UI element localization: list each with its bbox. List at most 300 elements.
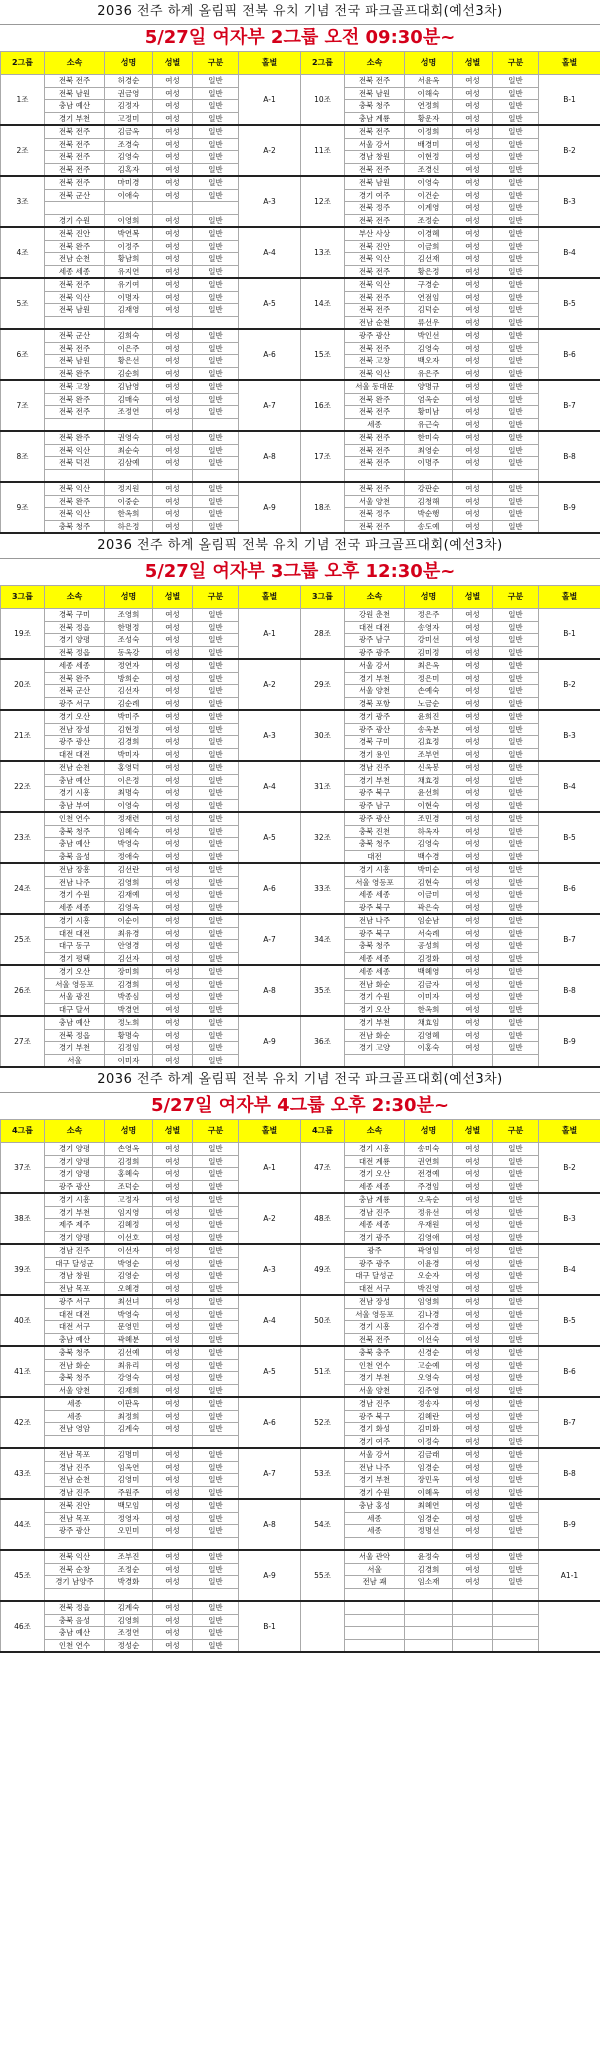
affiliation-cell: 대전 bbox=[345, 850, 405, 863]
group-label: 24조 bbox=[1, 863, 45, 914]
affiliation-cell: 전북 군산 bbox=[45, 685, 105, 698]
name-cell: 김경희 bbox=[105, 736, 153, 749]
affiliation-cell: 경기 용인 bbox=[345, 748, 405, 761]
sex-cell: 여성 bbox=[453, 1155, 493, 1168]
name-cell: 김경희 bbox=[105, 978, 153, 991]
affiliation-cell: 충남 홍성 bbox=[345, 1499, 405, 1512]
name-cell: 유지연 bbox=[105, 265, 153, 278]
name-cell: 김청해 bbox=[405, 495, 453, 508]
name-cell: 김선란 bbox=[105, 863, 153, 876]
affiliation-cell: 서울 bbox=[345, 1563, 405, 1576]
division-cell: 일반 bbox=[493, 1423, 539, 1436]
name-cell: 이중순 bbox=[105, 495, 153, 508]
affiliation-cell: 전북 전주 bbox=[45, 151, 105, 164]
division-cell: 일반 bbox=[493, 1525, 539, 1538]
sex-cell: 여성 bbox=[453, 901, 493, 914]
division-cell: 일반 bbox=[193, 621, 239, 634]
sex-cell: 여성 bbox=[453, 952, 493, 965]
division-cell: 일반 bbox=[193, 1321, 239, 1334]
affiliation-cell: 서울 bbox=[45, 1054, 105, 1067]
division-cell: 일반 bbox=[493, 100, 539, 113]
name-cell bbox=[105, 469, 153, 482]
division-cell: 일반 bbox=[193, 176, 239, 189]
division-cell bbox=[493, 1588, 539, 1601]
group-label: 45조 bbox=[1, 1550, 45, 1601]
affiliation-cell bbox=[345, 1537, 405, 1550]
sex-cell: 여성 bbox=[153, 125, 193, 138]
affiliation-cell: 전북 완주 bbox=[45, 393, 105, 406]
name-cell: 김영희 bbox=[105, 876, 153, 889]
sex-cell: 여성 bbox=[153, 659, 193, 672]
division-cell: 일반 bbox=[493, 710, 539, 723]
division-cell: 일반 bbox=[193, 1003, 239, 1016]
affiliation-cell: 세종 bbox=[45, 1410, 105, 1423]
hole-label: B-8 bbox=[539, 965, 600, 1016]
division-cell: 일반 bbox=[193, 189, 239, 202]
player-row bbox=[1, 1016, 600, 1029]
affiliation-cell: 경기 여주 bbox=[345, 189, 405, 202]
sex-cell: 여성 bbox=[453, 876, 493, 889]
name-cell: 김계숙 bbox=[105, 1601, 153, 1614]
sex-cell: 여성 bbox=[153, 914, 193, 927]
name-cell: 홍혜숙 bbox=[105, 1168, 153, 1181]
affiliation-cell: 경남 창원 bbox=[45, 1270, 105, 1283]
group-label: 22조 bbox=[1, 761, 45, 812]
sex-cell: 여성 bbox=[153, 1206, 193, 1219]
affiliation-cell: 경기 부천 bbox=[45, 1206, 105, 1219]
division-cell: 일반 bbox=[193, 1042, 239, 1055]
division-cell: 일반 bbox=[193, 710, 239, 723]
sex-cell: 여성 bbox=[453, 100, 493, 113]
affiliation-cell: 전북 완주 bbox=[45, 431, 105, 444]
group-label: 23조 bbox=[1, 812, 45, 863]
sex-cell: 여성 bbox=[453, 1016, 493, 1029]
affiliation-cell: 전남 목포 bbox=[45, 1448, 105, 1461]
affiliation-cell: 대구 달성군 bbox=[45, 1257, 105, 1270]
name-cell: 정영자 bbox=[105, 1512, 153, 1525]
division-cell: 일반 bbox=[493, 965, 539, 978]
header-cell: 홀별 bbox=[539, 52, 600, 75]
name-cell: 손영옥 bbox=[105, 1143, 153, 1156]
hole-label: A-8 bbox=[239, 431, 301, 482]
sex-cell: 여성 bbox=[153, 1042, 193, 1055]
header-row bbox=[1, 586, 600, 609]
affiliation-cell: 서울 광진 bbox=[45, 991, 105, 1004]
division-cell: 일반 bbox=[193, 367, 239, 380]
name-cell: 박경연 bbox=[105, 1003, 153, 1016]
affiliation-cell bbox=[45, 1588, 105, 1601]
affiliation-cell: 광주 광산 bbox=[345, 329, 405, 342]
name-cell bbox=[105, 1588, 153, 1601]
sex-cell: 여성 bbox=[453, 940, 493, 953]
header-cell: 3그룹 bbox=[301, 586, 345, 609]
name-cell: 조정연 bbox=[105, 406, 153, 419]
name-cell: 박미순 bbox=[405, 863, 453, 876]
affiliation-cell: 경북 구미 bbox=[45, 609, 105, 622]
sex-cell: 여성 bbox=[153, 952, 193, 965]
affiliation-cell: 대전 대전 bbox=[45, 927, 105, 940]
name-cell: 노금순 bbox=[405, 697, 453, 710]
sex-cell: 여성 bbox=[153, 748, 193, 761]
sex-cell: 여성 bbox=[453, 75, 493, 88]
name-cell: 최은옥 bbox=[405, 659, 453, 672]
division-cell: 일반 bbox=[193, 1219, 239, 1232]
affiliation-cell: 경기 수원 bbox=[45, 889, 105, 902]
group-label: 49조 bbox=[301, 1244, 345, 1295]
sex-cell: 여성 bbox=[153, 176, 193, 189]
affiliation-cell: 경기 오산 bbox=[45, 710, 105, 723]
division-cell: 일반 bbox=[193, 914, 239, 927]
sex-cell: 여성 bbox=[453, 304, 493, 317]
division-cell: 일반 bbox=[193, 1384, 239, 1397]
name-cell: 김계숙 bbox=[105, 1423, 153, 1436]
name-cell: 최유경 bbox=[105, 927, 153, 940]
hole-label: B-1 bbox=[539, 75, 600, 126]
name-cell: 유근숙 bbox=[405, 418, 453, 431]
affiliation-cell: 세종 bbox=[45, 1397, 105, 1410]
player-row bbox=[1, 1295, 600, 1308]
sex-cell: 여성 bbox=[453, 634, 493, 647]
division-cell: 일반 bbox=[193, 163, 239, 176]
hole-label: B-2 bbox=[539, 125, 600, 176]
sex-cell: 여성 bbox=[153, 355, 193, 368]
sex-cell: 여성 bbox=[153, 482, 193, 495]
sex-cell bbox=[153, 1537, 193, 1550]
hole-label: B-2 bbox=[539, 1143, 600, 1194]
sex-cell: 여성 bbox=[153, 1474, 193, 1487]
name-cell: 임영희 bbox=[405, 1295, 453, 1308]
name-cell: 하옥자 bbox=[405, 825, 453, 838]
affiliation-cell: 경기 시흥 bbox=[45, 914, 105, 927]
name-cell: 이영희 bbox=[105, 214, 153, 227]
affiliation-cell: 세종 세종 bbox=[345, 889, 405, 902]
sex-cell: 여성 bbox=[453, 761, 493, 774]
affiliation-cell: 전북 완주 bbox=[45, 240, 105, 253]
affiliation-cell: 세종 bbox=[345, 418, 405, 431]
sex-cell: 여성 bbox=[453, 227, 493, 240]
sex-cell: 여성 bbox=[153, 406, 193, 419]
division-cell: 일반 bbox=[193, 380, 239, 393]
sex-cell: 여성 bbox=[453, 329, 493, 342]
sex-cell: 여성 bbox=[153, 1512, 193, 1525]
division-cell: 일반 bbox=[493, 355, 539, 368]
division-cell: 일반 bbox=[493, 329, 539, 342]
sex-cell: 여성 bbox=[453, 1576, 493, 1589]
player-row bbox=[1, 380, 600, 393]
header-cell: 성별 bbox=[153, 586, 193, 609]
affiliation-cell: 전북 익산 bbox=[345, 278, 405, 291]
name-cell: 정애숙 bbox=[105, 850, 153, 863]
name-cell: 서윤옥 bbox=[405, 75, 453, 88]
sex-cell: 여성 bbox=[453, 1512, 493, 1525]
name-cell: 이현정 bbox=[405, 151, 453, 164]
name-cell: 황운자 bbox=[405, 112, 453, 125]
name-cell: 김재희 bbox=[105, 1384, 153, 1397]
division-cell: 일반 bbox=[193, 1193, 239, 1206]
affiliation-cell: 서울 영등포 bbox=[45, 978, 105, 991]
sex-cell: 여성 bbox=[153, 1193, 193, 1206]
affiliation-cell: 광주 북구 bbox=[345, 927, 405, 940]
affiliation-cell: 광주 서구 bbox=[45, 697, 105, 710]
division-cell: 일반 bbox=[493, 1155, 539, 1168]
sex-cell: 여성 bbox=[453, 991, 493, 1004]
name-cell: 이정주 bbox=[105, 240, 153, 253]
affiliation-cell: 광주 북구 bbox=[345, 1410, 405, 1423]
player-row bbox=[1, 710, 600, 723]
affiliation-cell: 서울 강서 bbox=[345, 138, 405, 151]
name-cell: 한미숙 bbox=[405, 431, 453, 444]
player-row bbox=[1, 1244, 600, 1257]
division-cell: 일반 bbox=[493, 431, 539, 444]
name-cell: 정연자 bbox=[105, 659, 153, 672]
affiliation-cell: 전북 남원 bbox=[45, 87, 105, 100]
affiliation-cell: 경기 광주 bbox=[345, 710, 405, 723]
division-cell: 일반 bbox=[193, 1270, 239, 1283]
name-cell: 김정자 bbox=[105, 100, 153, 113]
sex-cell: 여성 bbox=[453, 609, 493, 622]
sex-cell: 여성 bbox=[453, 1257, 493, 1270]
division-cell bbox=[493, 469, 539, 482]
affiliation-cell: 전남 화순 bbox=[45, 1359, 105, 1372]
group-label: 20조 bbox=[1, 659, 45, 710]
schedule-section bbox=[0, 534, 600, 1068]
division-cell: 일반 bbox=[193, 1461, 239, 1474]
name-cell: 조덕순 bbox=[105, 1180, 153, 1193]
name-cell bbox=[405, 1054, 453, 1067]
group-label: 34조 bbox=[301, 914, 345, 965]
sex-cell: 여성 bbox=[153, 799, 193, 812]
name-cell: 김나경 bbox=[405, 1308, 453, 1321]
sex-cell: 여성 bbox=[153, 151, 193, 164]
group-table bbox=[0, 1119, 600, 1653]
header-cell: 소속 bbox=[45, 586, 105, 609]
sex-cell: 여성 bbox=[153, 393, 193, 406]
name-cell: 이선자 bbox=[105, 1244, 153, 1257]
name-cell: 김미화 bbox=[405, 1423, 453, 1436]
name-cell: 송옥분 bbox=[405, 723, 453, 736]
division-cell: 일반 bbox=[493, 508, 539, 521]
name-cell: 이판옥 bbox=[105, 1397, 153, 1410]
sex-cell: 여성 bbox=[453, 787, 493, 800]
affiliation-cell: 충북 음성 bbox=[45, 1614, 105, 1627]
sex-cell: 여성 bbox=[453, 1029, 493, 1042]
header-cell: 홀별 bbox=[239, 52, 301, 75]
affiliation-cell: 충남 계룡 bbox=[345, 1193, 405, 1206]
name-cell: 손예숙 bbox=[405, 685, 453, 698]
name-cell bbox=[405, 1627, 453, 1640]
group-label: 27조 bbox=[1, 1016, 45, 1067]
sex-cell: 여성 bbox=[153, 100, 193, 113]
header-cell: 성명 bbox=[105, 586, 153, 609]
player-row bbox=[1, 75, 600, 88]
sex-cell: 여성 bbox=[153, 1168, 193, 1181]
affiliation-cell: 전남 장성 bbox=[345, 1295, 405, 1308]
affiliation-cell: 전남 순천 bbox=[45, 1474, 105, 1487]
name-cell: 김혜정 bbox=[105, 1219, 153, 1232]
group-label: 50조 bbox=[301, 1295, 345, 1346]
player-row bbox=[1, 329, 600, 342]
division-cell: 일반 bbox=[493, 1499, 539, 1512]
affiliation-cell: 전북 전주 bbox=[45, 278, 105, 291]
division-cell: 일반 bbox=[193, 457, 239, 470]
hole-label: A-5 bbox=[239, 1346, 301, 1397]
sex-cell: 여성 bbox=[453, 520, 493, 533]
group-label: 4조 bbox=[1, 227, 45, 278]
affiliation-cell bbox=[45, 316, 105, 329]
name-cell: 문영민 bbox=[105, 1321, 153, 1334]
group-label: 32조 bbox=[301, 812, 345, 863]
division-cell: 일반 bbox=[493, 278, 539, 291]
sex-cell: 여성 bbox=[153, 1346, 193, 1359]
group-label: 30조 bbox=[301, 710, 345, 761]
name-cell: 김금옥 bbox=[105, 125, 153, 138]
sex-cell: 여성 bbox=[153, 736, 193, 749]
hole-label: B-7 bbox=[539, 1397, 600, 1448]
name-cell: 오옥순 bbox=[405, 1193, 453, 1206]
name-cell: 연정희 bbox=[405, 100, 453, 113]
sex-cell: 여성 bbox=[453, 838, 493, 851]
division-cell bbox=[193, 469, 239, 482]
player-row bbox=[1, 482, 600, 495]
affiliation-cell: 전남 화순 bbox=[345, 978, 405, 991]
division-cell: 일반 bbox=[493, 176, 539, 189]
name-cell: 이선호 bbox=[105, 1231, 153, 1244]
sex-cell: 여성 bbox=[153, 1143, 193, 1156]
name-cell: 최정희 bbox=[105, 1410, 153, 1423]
hole-label: A-1 bbox=[239, 75, 301, 126]
affiliation-cell: 전남 순천 bbox=[45, 761, 105, 774]
division-cell: 일반 bbox=[193, 991, 239, 1004]
affiliation-cell: 전북 완주 bbox=[45, 495, 105, 508]
affiliation-cell: 서울 관악 bbox=[345, 1550, 405, 1563]
sex-cell: 여성 bbox=[453, 278, 493, 291]
affiliation-cell: 인천 연수 bbox=[45, 812, 105, 825]
affiliation-cell: 경기 시흥 bbox=[345, 863, 405, 876]
affiliation-cell: 광주 남구 bbox=[345, 799, 405, 812]
sex-cell: 여성 bbox=[453, 1563, 493, 1576]
header-cell: 소속 bbox=[345, 1120, 405, 1143]
sex-cell: 여성 bbox=[153, 1384, 193, 1397]
name-cell: 조부진 bbox=[105, 1550, 153, 1563]
sex-cell: 여성 bbox=[153, 1219, 193, 1232]
division-cell: 일반 bbox=[193, 495, 239, 508]
hole-label: B-3 bbox=[539, 710, 600, 761]
affiliation-cell: 경기 여주 bbox=[345, 1435, 405, 1448]
division-cell: 일반 bbox=[493, 736, 539, 749]
hole-label: B-6 bbox=[539, 329, 600, 380]
division-cell: 일반 bbox=[193, 634, 239, 647]
sex-cell: 여성 bbox=[453, 825, 493, 838]
hole-label: A-8 bbox=[239, 1499, 301, 1550]
division-cell: 일반 bbox=[193, 1016, 239, 1029]
division-cell: 일반 bbox=[493, 240, 539, 253]
name-cell: 송미숙 bbox=[405, 1143, 453, 1156]
player-row bbox=[1, 812, 600, 825]
sex-cell: 여성 bbox=[153, 1525, 193, 1538]
sex-cell: 여성 bbox=[453, 1219, 493, 1232]
header-cell: 4그룹 bbox=[1, 1120, 45, 1143]
header-cell: 홀별 bbox=[539, 586, 600, 609]
name-cell: 윤희진 bbox=[405, 710, 453, 723]
affiliation-cell: 부산 사상 bbox=[345, 227, 405, 240]
sex-cell: 여성 bbox=[453, 495, 493, 508]
division-cell: 일반 bbox=[493, 723, 539, 736]
division-cell: 일반 bbox=[193, 1308, 239, 1321]
division-cell bbox=[193, 1537, 239, 1550]
affiliation-cell bbox=[45, 202, 105, 215]
division-cell: 일반 bbox=[493, 825, 539, 838]
division-cell: 일반 bbox=[193, 342, 239, 355]
division-cell: 일반 bbox=[193, 1410, 239, 1423]
name-cell: 김금자 bbox=[405, 978, 453, 991]
sex-cell: 여성 bbox=[153, 1155, 193, 1168]
hole-label: B-6 bbox=[539, 1346, 600, 1397]
name-cell: 김선자 bbox=[105, 952, 153, 965]
division-cell: 일반 bbox=[193, 850, 239, 863]
name-cell: 곽은숙 bbox=[405, 901, 453, 914]
header-cell: 성별 bbox=[453, 1120, 493, 1143]
sex-cell: 여성 bbox=[453, 265, 493, 278]
player-row bbox=[1, 227, 600, 240]
group-label: 11조 bbox=[301, 125, 345, 176]
affiliation-cell bbox=[45, 469, 105, 482]
division-cell: 일반 bbox=[493, 265, 539, 278]
name-cell: 장민옥 bbox=[405, 1474, 453, 1487]
header-cell: 구분 bbox=[493, 52, 539, 75]
header-cell: 홀별 bbox=[239, 1120, 301, 1143]
division-cell: 일반 bbox=[193, 278, 239, 291]
hole-label: B-5 bbox=[539, 1295, 600, 1346]
hole-label: A-3 bbox=[239, 710, 301, 761]
division-cell: 일반 bbox=[193, 1486, 239, 1499]
header-cell: 소속 bbox=[345, 586, 405, 609]
name-cell: 이해숙 bbox=[405, 87, 453, 100]
affiliation-cell: 전남 장흥 bbox=[45, 863, 105, 876]
name-cell: 김현숙 bbox=[405, 876, 453, 889]
group-label: 9조 bbox=[1, 482, 45, 533]
name-cell: 김효정 bbox=[405, 736, 453, 749]
name-cell: 한옥희 bbox=[405, 1003, 453, 1016]
sex-cell: 여성 bbox=[153, 672, 193, 685]
division-cell: 일반 bbox=[493, 1168, 539, 1181]
division-cell: 일반 bbox=[193, 329, 239, 342]
sex-cell: 여성 bbox=[453, 1321, 493, 1334]
name-cell: 임지영 bbox=[105, 1206, 153, 1219]
sex-cell: 여성 bbox=[153, 1016, 193, 1029]
division-cell: 일반 bbox=[493, 380, 539, 393]
hole-label: A-3 bbox=[239, 176, 301, 227]
hole-label: A-4 bbox=[239, 1295, 301, 1346]
division-cell: 일반 bbox=[493, 1346, 539, 1359]
division-cell: 일반 bbox=[193, 799, 239, 812]
affiliation-cell bbox=[345, 1639, 405, 1652]
header-cell: 성명 bbox=[405, 52, 453, 75]
sex-cell: 여성 bbox=[453, 151, 493, 164]
name-cell: 한명정 bbox=[105, 621, 153, 634]
name-cell: 고순예 bbox=[405, 1359, 453, 1372]
division-cell: 일반 bbox=[193, 291, 239, 304]
sex-cell: 여성 bbox=[453, 1410, 493, 1423]
affiliation-cell: 전북 익산 bbox=[45, 482, 105, 495]
player-row bbox=[1, 1550, 600, 1563]
name-cell: 정은미 bbox=[405, 672, 453, 685]
division-cell: 일반 bbox=[193, 1295, 239, 1308]
sex-cell: 여성 bbox=[153, 1308, 193, 1321]
name-cell: 박영숙 bbox=[105, 1308, 153, 1321]
division-cell: 일반 bbox=[493, 621, 539, 634]
group-label: 38조 bbox=[1, 1193, 45, 1244]
affiliation-cell: 경남 진주 bbox=[45, 1461, 105, 1474]
